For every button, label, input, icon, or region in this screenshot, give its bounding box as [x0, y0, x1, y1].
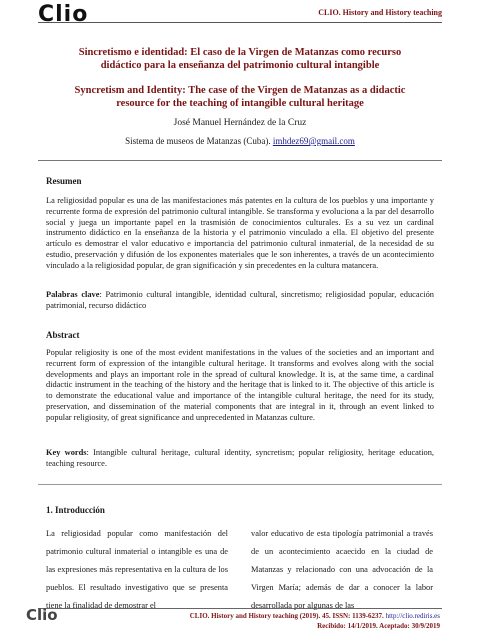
author-email-link[interactable]: imhdez69@gmail.com [272, 136, 355, 146]
title-spanish: Sincretismo e identidad: El caso de la Virgen de Matanzas como recurso didáctico para la enseñanza del patrimonio cultural intangible [78, 47, 402, 71]
footer-dates: Recibido: 14/1/2019. Aceptado: 30/9/2019 [317, 622, 440, 630]
intro-rule [38, 484, 442, 485]
intro-heading: 1. Introducción [46, 505, 105, 515]
intro-heading-block [46, 505, 434, 515]
palabras-clave-text: : Patrimonio cultural intangible, identidad cultural, sincretismo; religiosidad popular, educación patrimonial, recurso didáctico [46, 290, 434, 310]
footer-citation [190, 612, 440, 620]
abstract-heading: Abstract [46, 330, 80, 340]
resumen-block [46, 196, 434, 272]
resumen-heading: Resumen [46, 176, 82, 186]
intro-column-right: valor educativo de esta tipología patrimonial a través de un acontecimiento acaecido en la ciudad de Matanzas y relacionado con una advocación de la Virgen María; además de dar a conocer la labor desarrollada por algunas de las [251, 529, 433, 610]
section-rule [38, 160, 442, 161]
keywords-block [46, 448, 434, 470]
journal-name-header: CLIO. History and History teaching [318, 8, 442, 17]
footer-url-link[interactable]: http://clio.rediris.es [385, 612, 440, 620]
palabras-clave [46, 290, 434, 312]
keywords-label: Key words [46, 448, 87, 457]
keywords [46, 448, 434, 470]
title-english: Syncretism and Identity: The case of the Virgen de Matanzas as a didactic resource for the teaching of intangible cultural heritage [74, 85, 406, 109]
author-name: José Manuel Hernández de la Cruz [173, 118, 307, 128]
abstract-text: Popular religiosity is one of the most evident manifestations in the values of the societies and an important and recurrent form of expression of the intangible cultural heritage. It transforms and evolves along with the social developments and plays an important role in the spread of cultural knowledge. It is, at the same time, a cardinal didactic instrument in the teaching of the history and the heritage that is linked to it. The objective of this article is to demonstrate the educational value and importance of the intangible cultural heritage, the need for its study, preservation, and dissemination of the material components that are integral in it, through an event linked to popular religiosity, of great significance and unprecedented in Matanzas culture. [46, 348, 434, 422]
keywords-text: : Intangible cultural heritage, cultural identity, syncretism; popular religiosity, heritage education, teaching resource. [46, 448, 434, 468]
abstract-block [46, 348, 434, 424]
header-rule [38, 22, 442, 23]
journal-logo: Clio [38, 2, 89, 27]
footer-citation-text: CLIO. History and History teaching (2019). 45. ISSN: 1139-6237. [189, 612, 384, 620]
footer-logo: Clio [26, 606, 58, 624]
abstract-heading-block [46, 330, 434, 340]
intro-column-left: La religiosidad popular como manifestación del patrimonio cultural inmaterial o intangible es una de las expresiones más representativa en la cultura de los pueblos. El resultado investigativo que se presenta tiene la finalidad de demostrar el [46, 529, 228, 610]
resumen-text: La religiosidad popular es una de las manifestaciones más patentes en la cultura de los pueblos y una importante y recurrente forma de expresión del patrimonio cultural intangible. Se transforma y evoluciona a la par del desarrollo social y juega un importante papel en la trasmisión de conocimientos culturales. Es a su vez un cardinal instrumento didáctico en la enseñanza de la historia y el patrimonio vinculado a ella. El objetivo del presente artículo es demostrar el valor educativo e importancia del patrimonio cultural inmaterial, de la necesidad de su estudio, preservación y difusión de los exponentes materiales que le son inherentes, a través de un acontecimiento vinculado a la religiosidad popular, de gran significación y sin precedentes en la cultura matancera. [46, 196, 434, 270]
author-affiliation [0, 136, 480, 146]
resumen-heading-block [46, 176, 434, 186]
affiliation-text: Sistema de museos de Matanzas (Cuba). [125, 136, 271, 146]
footer-rule [38, 608, 442, 609]
palabras-clave-block [46, 290, 434, 312]
palabras-clave-label: Palabras clave [46, 290, 100, 299]
